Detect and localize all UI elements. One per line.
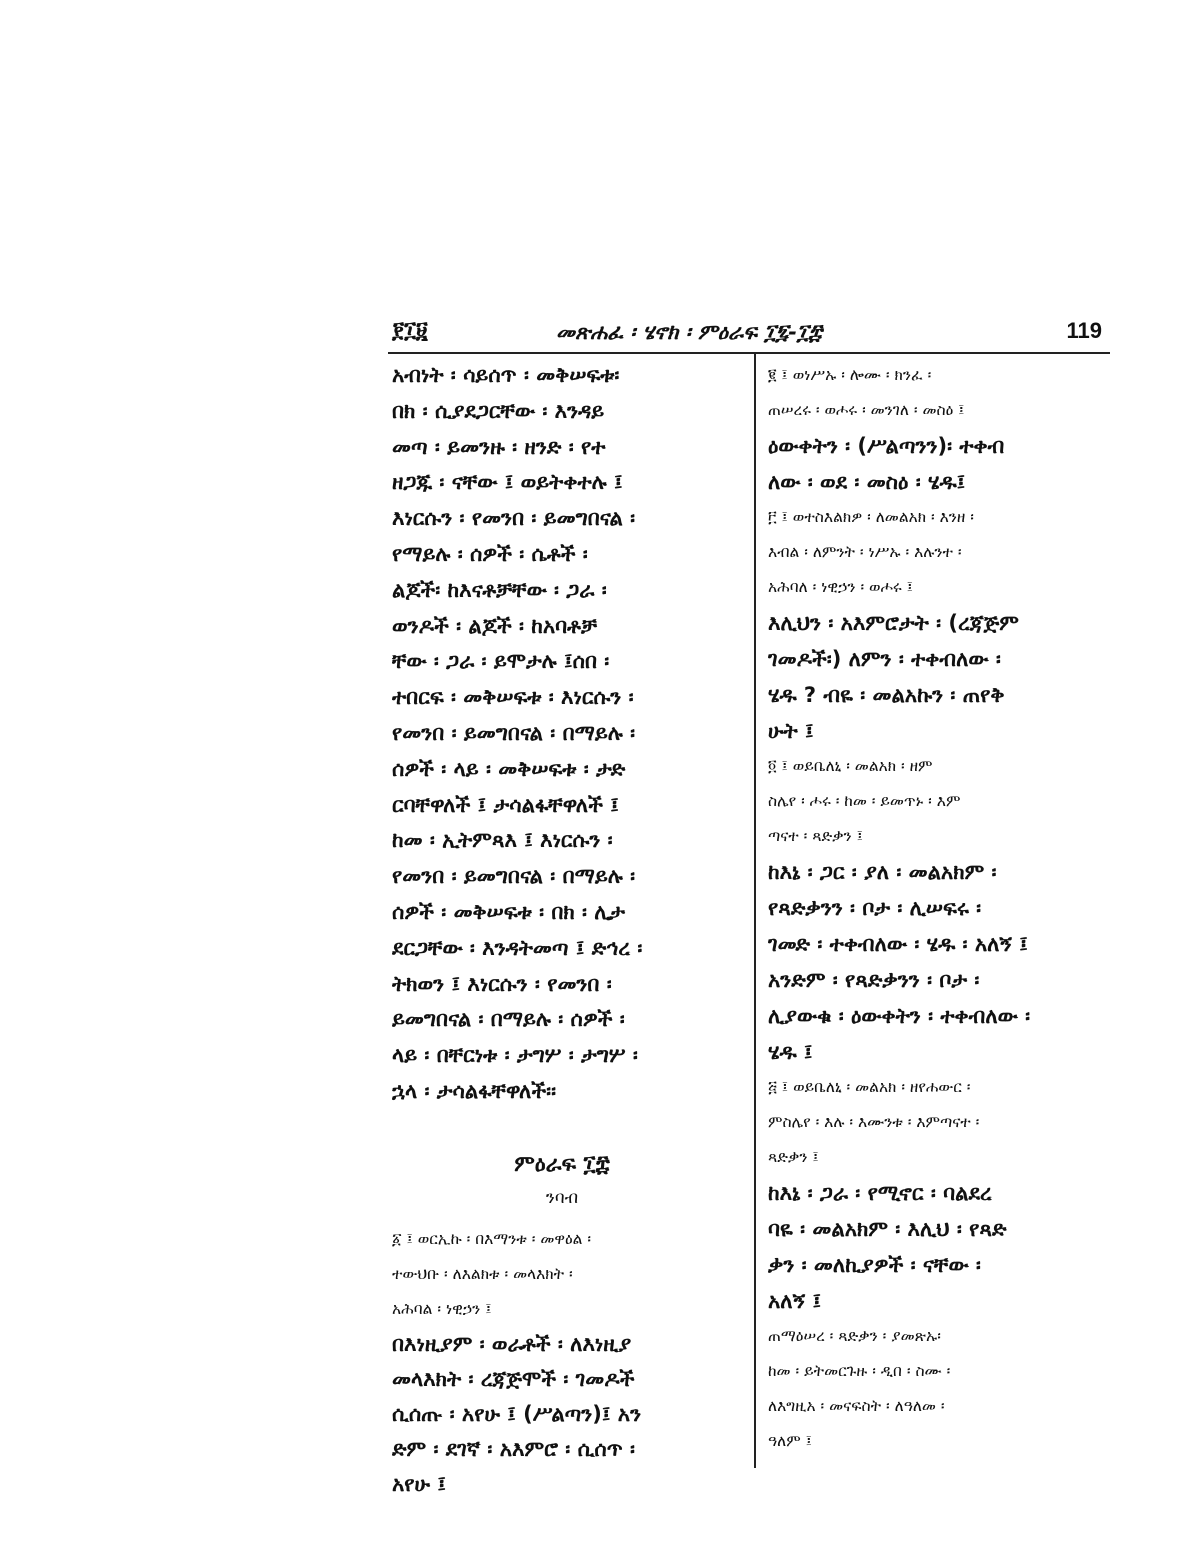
text-line: ድም ፡ ደገኛ ፡ አእምሮ ፡ ሲሰጥ ፡ [392, 1436, 635, 1461]
text-line: ልጆች፡ ከእናቶቻቸው ፡ ጋራ ፡ [392, 577, 607, 602]
text-line: ፬ ፤ ወይቤለኒ ፡ መልአክ ፡ ዘም [768, 757, 933, 775]
text-line: አሕባል ፡ ነዊኃን ፤ [392, 1299, 492, 1318]
text-line: የመንበ ፡ ይመግበናል ፡ በማይሉ ፡ [392, 720, 636, 745]
text-line: ሁት ፤ [768, 719, 814, 743]
text-line: ዓለም ፤ [768, 1432, 812, 1450]
geez-page-label: ፻፲፱ [392, 318, 428, 343]
text-line: ከእኔ ፡ ጋር ፡ ያለ ፡ መልአክም ፡ [768, 860, 997, 884]
text-line: ፫ ፤ ወተስእልክዎ ፡ ለመልአክ ፡ እንዘ ፡ [768, 508, 974, 526]
right-column [768, 358, 1104, 1459]
verse-2-geez [768, 358, 1104, 428]
running-title: መጽሐፈ ፡ ሄኖክ ፡ ምዕራፍ ፲፯-፲፰ [556, 320, 822, 344]
text-line: ሄዱ ፤ [768, 1040, 813, 1064]
text-line: ስሌየ ፡ ሖሩ ፡ ከመ ፡ ይመጥኑ ፡ እም [768, 792, 961, 810]
text-line: ገመድ ፡ ተቀብለው ፡ ሄዱ ፡ አለኝ ፤ [768, 932, 1028, 956]
text-line: ፪ ፤ ወነሥኡ ፡ ሎሙ ፡ ክንፈ ፡ [768, 366, 932, 384]
text-line: ለው ፡ ወደ ፡ መስዕ ፡ ሄዱ፤ [768, 470, 966, 494]
verse-3-geez [768, 500, 1104, 605]
text-line: አብነት ፡ ሳይሰጥ ፡ መቅሠፍቱ፡ [392, 363, 620, 387]
verse-5-geez [768, 1070, 1104, 1175]
text-line: ባዬ ፡ መልአክም ፡ እሊህ ፡ የጻድ [768, 1217, 1007, 1241]
text-line: እሊህን ፡ አእምሮታት ፡ (ረጃጅም [768, 611, 1019, 635]
text-line: ጣናተ ፡ ጻድቃን ፤ [768, 827, 863, 845]
text-line: ሄዱ ? ብዬ ፡ መልአኩን ፡ ጠየቅ [768, 683, 1005, 707]
text-line: ምስሌየ ፡ እሉ ፡ እሙንቱ ፡ እምጣናተ ፡ [768, 1113, 980, 1131]
text-line: ጠሠረሩ ፡ ወሖሩ ፡ መንገለ ፡ መስዕ ፤ [768, 401, 965, 419]
text-line: ዕውቀትን ፡ (ሥልጣንን)፡ ተቀብ [768, 434, 1005, 458]
text-line: ተበርፍ ፡ መቅሠፍቱ ፡ እነርሱን ፡ [392, 685, 634, 710]
verse-3-translation [768, 605, 1104, 749]
text-line: መጣ ፡ ይመንዙ ፡ ዘንድ ፡ የተ [392, 434, 606, 459]
text-line: ሊያውቁ ፡ ዕውቀትን ፡ ተቀብለው ፡ [768, 1004, 1031, 1028]
text-line: የጻድቃንን ፡ ቦታ ፡ ሊሠፍሩ ፡ [768, 896, 982, 920]
text-line: ዘጋጁ ፡ ናቸው ፤ ወይትቀተሉ ፤ [392, 470, 623, 495]
text-line: መላእክት ፡ ረጃጅሞች ፡ ገመዶች [392, 1366, 635, 1391]
book-page [388, 318, 1110, 1496]
verse-2-translation [768, 428, 1104, 500]
text-line: ጠማዕሠረ ፡ ጻድቃን ፡ ያመጽኡ፡ [768, 1327, 941, 1345]
column-divider [754, 354, 756, 1468]
text-line: አለኝ ፤ [768, 1289, 822, 1313]
text-line: ጻድቃን ፤ [768, 1148, 819, 1166]
text-line: ሰዎች ፡ ላይ ፡ መቅሠፍቱ ፡ ታድ [392, 756, 626, 781]
text-line: ገመዶች፡) ለምን ፡ ተቀብለው ፡ [768, 647, 1001, 671]
verse-6-geez [768, 1319, 1104, 1459]
text-line: በእነዚያም ፡ ወራቶች ፡ ለእነዚያ [392, 1331, 632, 1356]
text-line: አየሁ ፤ [392, 1471, 446, 1496]
text-line: አንድም ፡ የጻድቃንን ፡ ቦታ ፡ [768, 968, 980, 992]
verse-4-translation [768, 854, 1104, 1070]
text-line: ትክወን ፤ እነርሱን ፡ የመንበ ፡ [392, 971, 612, 996]
text-line: ቸው ፡ ጋራ ፡ ይሞታሉ ፤ሰበ ፡ [392, 649, 610, 674]
left-verse-geez [392, 1222, 732, 1327]
text-line: ወንዶች ፡ ልጆች ፡ ከአባቶቻ [392, 613, 597, 638]
left-verse-translation [392, 1327, 732, 1502]
text-line: የማይሉ ፡ ሰዎች ፡ ሴቶች ፡ [392, 541, 588, 566]
text-line: ኋላ ፡ ታሳልፋቸዋለች፡፡ [392, 1078, 557, 1103]
text-line: እብል ፡ ለምንት ፡ ነሥኡ ፡ እሉንተ ፡ [768, 543, 962, 561]
text-line: ላይ ፡ በቸርነቱ ፡ ታግሦ ፡ ታግሦ ፡ [392, 1043, 638, 1068]
verse-5-translation [768, 1175, 1104, 1319]
text-line: ቃን ፡ መለኪያዎች ፡ ናቸው ፡ [768, 1253, 981, 1277]
page-number: 119 [1066, 318, 1102, 343]
text-line: ለእግዚአ ፡ መናፍስት ፡ ለዓለመ ፡ [768, 1397, 945, 1415]
text-line: ርባቸዋለች ፤ ታሳልፋቸዋለች ፤ [392, 792, 619, 817]
text-line: ከመ ፡ ይትመርጉዙ ፡ ዲበ ፡ ስሙ ፡ [768, 1362, 951, 1380]
text-line: ከመ ፡ ኢትምጻእ ፤ እነርሱን ፡ [392, 828, 613, 853]
text-line: ደርጋቸው ፡ እንዳትመጣ ፤ ድኅረ ፡ [392, 935, 643, 960]
text-line: ከእኔ ፡ ጋራ ፡ የሚኖር ፡ ባልደረ [768, 1181, 992, 1205]
left-top-text [392, 358, 732, 1110]
page-header [388, 318, 1110, 354]
chapter-heading: ምዕራፍ ፲፰ [514, 1151, 610, 1177]
text-line: አሕባለ ፡ ነዊኃን ፡ ወሖሩ ፤ [768, 578, 913, 596]
left-column [392, 358, 732, 1502]
text-line: እነርሱን ፡ የመንበ ፡ ይመግበናል ፡ [392, 506, 636, 531]
text-line: የመንበ ፡ ይመግበናል ፡ በማይሉ ፡ [392, 864, 636, 889]
text-line: ሰዎች ፡ መቅሠፍቱ ፡ በክ ፡ ሊታ [392, 899, 625, 924]
text-line: በክ ፡ ሲያደጋርቸው ፡ እንዳይ [392, 398, 605, 423]
verse-4-geez [768, 749, 1104, 854]
chapter-subheading: ንባብ [545, 1187, 579, 1208]
text-line: ፭ ፤ ወይቤለኒ ፡ መልአክ ፡ ዘየሐውር ፡ [768, 1078, 971, 1096]
text-line: ፩ ፤ ወርኢኩ ፡ በእማንቱ ፡ መዋዕል ፡ [392, 1229, 592, 1248]
text-line: ይመግበናል ፡ በማይሉ ፡ ሰዎች ፡ [392, 1007, 625, 1032]
text-line: ሲሰጡ ፡ አየሁ ፤ (ሥልጣን)፤ አን [392, 1401, 642, 1426]
text-line: ተውህቡ ፡ ለእልክቱ ፡ መላእክት ፡ [392, 1264, 573, 1283]
